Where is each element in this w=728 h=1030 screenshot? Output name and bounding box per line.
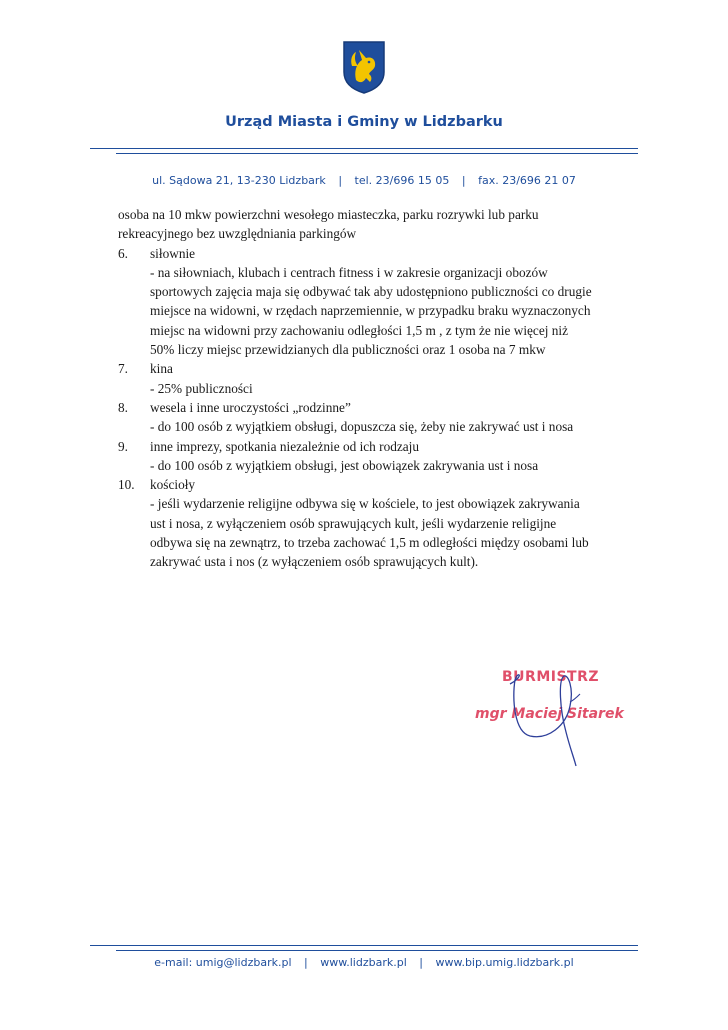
footer-contact — [0, 956, 728, 969]
item-number: 10. — [118, 477, 135, 493]
phone: tel. 23/696 15 05 — [354, 174, 450, 187]
item-line: sportowych zajęcia maja się odbywać tak aby udostępniono publiczności co drugie — [150, 284, 592, 300]
separator: | — [461, 174, 466, 187]
separator: | — [338, 174, 343, 187]
bip-website: www.bip.umig.lidzbark.pl — [435, 956, 574, 969]
signature-title: BURMISTRZ — [502, 669, 600, 685]
handwritten-signature-icon — [470, 640, 640, 770]
email: e-mail: umig@lidzbark.pl — [154, 956, 292, 969]
list-item — [118, 244, 638, 263]
header-divider — [90, 148, 638, 149]
item-title: kościoły — [150, 477, 196, 493]
item-line: 50% liczy miejsc przewidzianych dla publiczności oraz 1 osoba na 7 mkw — [150, 342, 546, 358]
item-line: - jeśli wydarzenie religijne odbywa się w kościele, to jest obowiązek zakrywania — [150, 496, 580, 512]
document-body — [118, 205, 638, 572]
website: www.lidzbark.pl — [320, 956, 407, 969]
address: ul. Sądowa 21, 13-230 Lidzbark — [152, 174, 326, 187]
fax: fax. 23/696 21 07 — [478, 174, 576, 187]
item-number: 6. — [118, 245, 128, 261]
item-line: ust i nosa, z wyłączeniem osób sprawujących kult, jeśli wydarzenie religijne — [150, 515, 557, 531]
item-number: 7. — [118, 361, 128, 377]
intro-line: osoba na 10 mkw powierzchni wesołego miasteczka, parku rozrywki lub parku — [118, 207, 539, 222]
item-line: miejsce na widowni, w rzędach naprzemiennie, w przypadku braku wyznaczonych — [150, 303, 591, 319]
item-line: miejsc na widowni przy zachowaniu odległości 1,5 m , z tym że nie więcej niż — [150, 322, 568, 338]
item-line: zakrywać usta i nos (z wyłączeniem osób sprawujących kult). — [150, 554, 479, 570]
item-line: - do 100 osób z wyjątkiem obsługi, dopuszcza się, żeby nie zakrywać ust i nosa — [150, 419, 574, 435]
item-line: odbywa się na zewnątrz, to trzeba zachować 1,5 m odległości między osobami lub — [150, 535, 589, 551]
list-item — [118, 398, 638, 417]
item-title: kina — [150, 361, 173, 377]
item-title: wesela i inne uroczystości „rodzinne” — [150, 399, 351, 415]
contact-line — [0, 174, 728, 187]
item-number: 8. — [118, 399, 128, 415]
item-title: inne imprezy, spotkania niezależnie od ich rodzaju — [150, 438, 420, 454]
unicorn-crest-icon — [342, 40, 386, 94]
separator: | — [419, 956, 423, 969]
footer-divider — [90, 945, 638, 946]
item-line: - 25% publiczności — [150, 380, 253, 396]
signature-name: mgr Maciej Sitarek — [475, 706, 624, 722]
item-line: - do 100 osób z wyjątkiem obsługi, jest obowiązek zakrywania ust i nosa — [150, 457, 539, 473]
intro-line: rekreacyjnego bez uwzględniania parkingów — [118, 226, 357, 242]
item-title: siłownie — [150, 245, 196, 261]
list-item — [118, 359, 638, 378]
header-divider-secondary — [116, 153, 638, 154]
list-item — [118, 475, 638, 494]
list-item — [118, 437, 638, 456]
item-line: - na siłowniach, klubach i centrach fitness i w zakresie organizacji obozów — [150, 264, 548, 280]
footer-divider-secondary — [116, 950, 638, 951]
office-name: Urząd Miasta i Gminy w Lidzbarku — [225, 114, 503, 130]
separator: | — [304, 956, 308, 969]
item-number: 9. — [118, 438, 128, 454]
